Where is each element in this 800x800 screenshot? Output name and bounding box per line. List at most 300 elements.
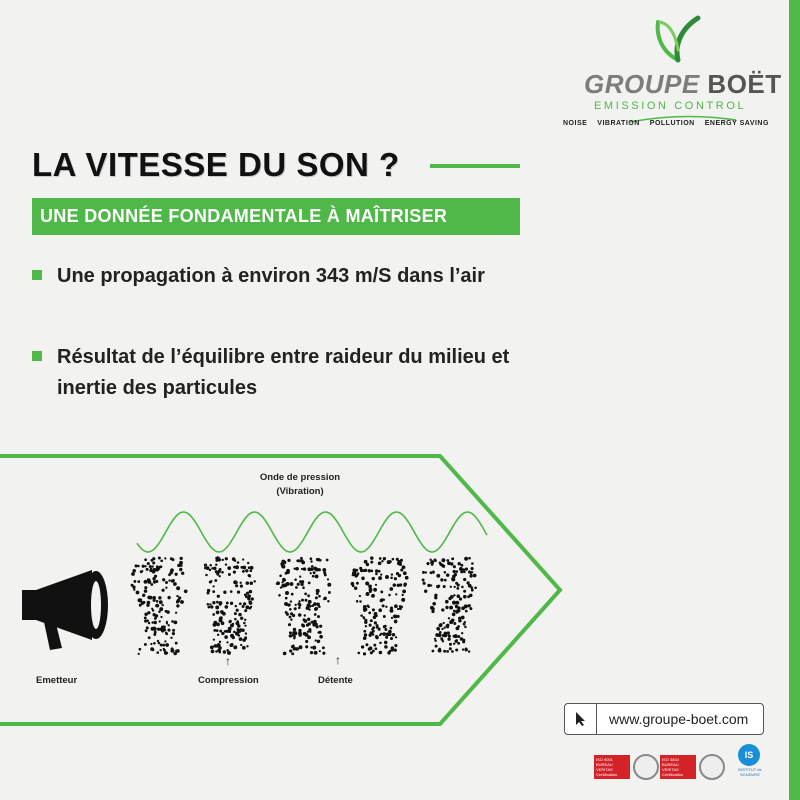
certification-logo: ISO 9001 BUREAU VERITAS Certification xyxy=(594,755,630,779)
particle-dot xyxy=(390,607,393,610)
particle-dot xyxy=(455,605,458,608)
particle-dot xyxy=(165,587,167,589)
website-url[interactable]: www.groupe-boet.com xyxy=(609,711,749,727)
particle-dot xyxy=(443,650,446,653)
particle-dot xyxy=(368,606,370,608)
emitter-label: Emetteur xyxy=(36,675,78,686)
particle-dot xyxy=(301,561,305,565)
bullet-square-icon xyxy=(32,351,42,361)
particle-dot xyxy=(173,652,177,656)
particle-dot xyxy=(150,643,152,645)
particle-dot xyxy=(303,618,306,621)
particle-dot xyxy=(315,596,318,599)
seal-icon xyxy=(633,754,659,780)
particle-dot xyxy=(392,558,395,561)
particle-dot xyxy=(233,645,237,649)
particle-dot xyxy=(226,641,228,643)
particle-dot xyxy=(240,585,243,588)
particle-dot xyxy=(174,573,177,576)
particle-dot xyxy=(311,565,314,568)
particle-dot xyxy=(167,596,170,599)
particle-dot xyxy=(453,643,455,645)
particle-dot xyxy=(444,634,447,637)
particle-dot xyxy=(363,636,367,640)
particle-dot xyxy=(359,567,362,570)
particle-dot xyxy=(165,643,169,647)
particle-dot xyxy=(453,565,456,568)
particle-dot xyxy=(454,586,456,588)
particle-dot xyxy=(307,630,309,632)
particle-dot xyxy=(176,601,178,603)
particle-dot xyxy=(161,629,165,633)
particle-dot xyxy=(422,582,425,585)
particle-dot xyxy=(465,568,468,571)
particle-dot xyxy=(213,638,215,640)
particle-dot xyxy=(471,571,473,573)
particle-dot xyxy=(315,607,319,611)
particle-dot xyxy=(449,643,452,646)
particle-dot xyxy=(245,632,247,634)
particle-dot xyxy=(217,643,221,647)
particle-dot xyxy=(151,565,153,567)
particle-dot xyxy=(209,564,212,567)
particle-dot xyxy=(204,563,207,566)
particle-dot xyxy=(300,557,303,560)
particle-dot xyxy=(290,582,294,586)
particle-dot xyxy=(451,618,455,622)
particle-dot xyxy=(253,580,255,582)
particle-dot xyxy=(159,620,161,622)
particle-dot xyxy=(453,622,456,625)
particle-dot xyxy=(448,617,450,619)
particle-dot xyxy=(295,586,298,589)
particle-dot xyxy=(455,570,458,573)
particle-dot xyxy=(373,644,376,647)
particle-dot xyxy=(459,597,462,600)
particle-dot xyxy=(291,593,294,596)
particle-dot xyxy=(153,578,155,580)
particle-dot xyxy=(218,570,221,573)
particle-dot xyxy=(301,568,303,570)
particle-dot xyxy=(375,573,378,576)
particle-dot xyxy=(365,582,369,586)
particle-dot xyxy=(463,578,466,581)
particle-dot xyxy=(230,643,234,647)
particle-dot xyxy=(289,631,292,634)
particle-dot xyxy=(382,604,385,607)
particle-dot xyxy=(405,576,409,580)
particle-dot xyxy=(432,602,436,606)
particle-dot xyxy=(451,650,454,653)
particle-dot xyxy=(156,600,159,603)
particle-dot xyxy=(310,646,312,648)
particle-dot xyxy=(282,578,286,582)
particle-dot xyxy=(298,600,300,602)
particle-dot xyxy=(160,559,163,562)
particle-dot xyxy=(237,590,240,593)
particle-dot xyxy=(456,627,460,631)
particle-dot xyxy=(372,577,375,580)
particle-dot xyxy=(221,611,223,613)
particle-dot xyxy=(224,635,228,639)
particle-dot xyxy=(319,631,322,634)
wave-label-line2: (Vibration) xyxy=(276,486,324,497)
particle-dot xyxy=(399,583,402,586)
particle-dot xyxy=(371,594,375,598)
particle-dot xyxy=(431,563,434,566)
particle-dot xyxy=(238,631,240,633)
particle-dot xyxy=(436,574,440,578)
particle-dot xyxy=(160,616,162,618)
particle-dot xyxy=(171,579,174,582)
particle-dot xyxy=(301,623,304,626)
particle-dot xyxy=(365,625,367,627)
particle-dot xyxy=(144,558,147,561)
particle-dot xyxy=(390,627,393,630)
particle-dot xyxy=(382,633,384,635)
particle-dot xyxy=(145,629,148,632)
particle-dot xyxy=(217,558,221,562)
particle-dot xyxy=(385,636,388,639)
particle-dot xyxy=(453,635,456,638)
brand-taglines xyxy=(563,120,769,127)
particle-dot xyxy=(313,620,317,624)
certification-logo: ISO 3834 BUREAU VERITAS Certification xyxy=(660,755,696,779)
particle-dot xyxy=(167,629,170,632)
particle-dot xyxy=(158,611,161,614)
particle-dot xyxy=(159,649,161,651)
particle-dot xyxy=(133,589,135,591)
particle-dot xyxy=(156,651,159,654)
particle-dot xyxy=(376,636,379,639)
particle-dot xyxy=(372,626,375,629)
particle-dot xyxy=(242,605,245,608)
particle-dot xyxy=(162,578,165,581)
particle-dot xyxy=(383,625,386,628)
particle-dot xyxy=(158,556,161,559)
particle-dot xyxy=(287,603,290,606)
particle-dot xyxy=(298,606,301,609)
particle-dot xyxy=(152,561,155,564)
particle-dot xyxy=(164,640,166,642)
particle-dot xyxy=(146,619,149,622)
brand-name xyxy=(584,69,782,100)
particle-dot xyxy=(219,641,221,643)
particle-dot xyxy=(232,557,236,561)
particle-dot xyxy=(384,641,388,645)
tagline-energy-saving: ENERGY SAVING xyxy=(704,120,769,127)
particle-dot xyxy=(249,590,253,594)
particle-dot xyxy=(380,590,383,593)
particle-dot xyxy=(369,585,372,588)
particle-dot xyxy=(142,594,145,597)
particle-dot xyxy=(207,606,210,609)
particle-dot xyxy=(372,633,374,635)
particle-dot xyxy=(142,601,145,604)
particle-dot xyxy=(227,651,229,653)
particle-dot xyxy=(453,570,456,573)
particle-dot xyxy=(247,562,249,564)
arrow-up-icon: ↑ xyxy=(335,653,341,667)
particle-dot xyxy=(441,564,444,567)
particle-dot xyxy=(401,598,405,602)
particle-dot xyxy=(469,574,472,577)
particle-dot xyxy=(241,628,245,632)
particle-dot xyxy=(244,609,247,612)
particle-dot xyxy=(284,602,288,606)
particle-dot xyxy=(146,568,149,571)
particle-dot xyxy=(313,571,316,574)
particle-dot xyxy=(403,583,407,587)
particle-dot xyxy=(441,558,445,562)
particle-dot xyxy=(299,645,303,649)
particle-dot xyxy=(237,620,239,622)
particle-dot xyxy=(395,636,397,638)
particle-dot xyxy=(357,652,360,655)
particle-dot xyxy=(457,594,461,598)
particle-dot xyxy=(441,608,444,611)
particle-dot xyxy=(402,594,404,596)
particle-dot xyxy=(429,559,431,561)
seal-icon xyxy=(699,754,725,780)
particle-dot xyxy=(147,562,150,565)
particle-dot xyxy=(289,608,292,611)
particle-dot xyxy=(249,607,252,610)
particle-dot xyxy=(444,627,446,629)
particle-dot xyxy=(230,590,233,593)
particle-dot xyxy=(463,595,467,599)
particle-dot xyxy=(455,648,458,651)
particle-dot xyxy=(434,640,436,642)
particle-dot xyxy=(324,573,327,576)
particle-dot xyxy=(292,614,295,617)
particle-dot xyxy=(163,648,165,650)
particle-dot xyxy=(322,646,325,649)
particle-dot xyxy=(445,600,449,604)
particle-dot xyxy=(149,596,153,600)
particle-dot xyxy=(389,650,392,653)
particle-dot xyxy=(179,568,182,571)
particle-dot xyxy=(170,568,174,572)
particle-dot xyxy=(447,638,450,641)
particle-dot xyxy=(451,557,454,560)
particle-dot xyxy=(230,624,233,627)
particle-dot xyxy=(356,582,359,585)
particle-dot xyxy=(471,589,474,592)
particle-dot xyxy=(455,582,458,585)
particle-dot xyxy=(444,571,447,574)
particle-dot xyxy=(425,571,427,573)
particle-dot xyxy=(441,628,443,630)
particle-dot xyxy=(463,590,466,593)
particle-dot xyxy=(384,628,387,631)
particle-dot xyxy=(219,618,223,622)
particle-dot xyxy=(299,575,301,577)
particle-dot xyxy=(211,650,215,654)
particle-dot xyxy=(381,560,383,562)
particle-dot xyxy=(327,600,329,602)
particle-dot xyxy=(364,633,367,636)
website-link[interactable] xyxy=(564,703,764,735)
particle-dot xyxy=(299,604,302,607)
particle-dot xyxy=(363,609,366,612)
particle-dot xyxy=(314,613,317,616)
particle-dot xyxy=(159,607,163,611)
particle-dot xyxy=(319,635,323,639)
particle-dot xyxy=(464,626,467,629)
particle-dot xyxy=(453,594,455,596)
particle-dot xyxy=(234,612,237,615)
particle-dot xyxy=(363,605,367,609)
particle-dot xyxy=(369,588,373,592)
particle-dot xyxy=(301,599,304,602)
particle-dot xyxy=(440,578,443,581)
particle-dot xyxy=(214,644,217,647)
particle-dot xyxy=(179,561,183,565)
particle-dot xyxy=(276,583,279,586)
institut-soudure-badge xyxy=(730,744,770,788)
particle-dot xyxy=(217,595,220,598)
particle-dot xyxy=(374,621,377,624)
particle-dot xyxy=(319,559,322,562)
particle-dot xyxy=(383,615,386,618)
particle-dot xyxy=(289,649,292,652)
particle-dot xyxy=(153,642,156,645)
particle-dot xyxy=(244,636,247,639)
particle-dot xyxy=(310,560,312,562)
particle-dot xyxy=(281,581,283,583)
particle-dot xyxy=(156,604,159,607)
particle-dot xyxy=(165,581,168,584)
particle-dot xyxy=(323,598,325,600)
particle-dot xyxy=(295,567,298,570)
particle-dot xyxy=(316,603,319,606)
particle-dot xyxy=(216,601,219,604)
particle-dot xyxy=(461,616,465,620)
particle-dot xyxy=(291,652,294,655)
particle-dot xyxy=(221,632,224,635)
particle-dot xyxy=(153,613,156,616)
particle-dot xyxy=(283,652,287,656)
particle-dot xyxy=(174,621,178,625)
particle-dot xyxy=(316,592,319,595)
particle-dot xyxy=(235,565,239,569)
particle-dot xyxy=(372,650,375,653)
particle-dot xyxy=(462,640,465,643)
particle-dot xyxy=(463,623,466,626)
particle-dot xyxy=(225,563,227,565)
particle-dot xyxy=(293,628,296,631)
particle-dot xyxy=(457,635,460,638)
particle-dot xyxy=(436,585,439,588)
particle-dot xyxy=(289,616,292,619)
particle-dot xyxy=(394,644,397,647)
arrow-up-icon: ↑ xyxy=(225,654,231,668)
particle-dot xyxy=(133,580,136,583)
particle-dot xyxy=(293,637,296,640)
particle-dot xyxy=(384,645,388,649)
particle-dot xyxy=(219,630,222,633)
particle-dot xyxy=(243,602,246,605)
particle-dot xyxy=(297,559,300,562)
particle-dot xyxy=(138,653,140,655)
particle-dot xyxy=(282,565,286,569)
particle-dot xyxy=(213,567,217,571)
particle-dot xyxy=(452,613,456,617)
particle-dot xyxy=(219,604,221,606)
particle-dot xyxy=(385,575,389,579)
particle-dot xyxy=(221,571,224,574)
particle-dot xyxy=(162,604,164,606)
particle-dot xyxy=(144,586,147,589)
particle-dot xyxy=(328,591,331,594)
particle-dot xyxy=(356,600,359,603)
particle-dot xyxy=(317,640,320,643)
particle-dot xyxy=(206,566,210,570)
particle-dot xyxy=(184,589,188,593)
particle-dot xyxy=(176,604,179,607)
particle-dot xyxy=(300,582,303,585)
bullet-item xyxy=(32,261,512,292)
particle-dot xyxy=(370,556,373,559)
particle-dot xyxy=(251,597,254,600)
particle-dot xyxy=(225,557,228,560)
particle-dot xyxy=(436,627,440,631)
particle-dot xyxy=(156,565,159,568)
particle-dot xyxy=(460,637,464,641)
particle-dot xyxy=(175,650,178,653)
particle-dot xyxy=(176,595,178,597)
particle-dot xyxy=(307,594,310,597)
megaphone-icon xyxy=(22,570,108,650)
particle-dot xyxy=(462,648,464,650)
particle-dot xyxy=(307,635,311,639)
particle-dot xyxy=(399,607,402,610)
particle-dot xyxy=(239,637,243,641)
particle-dot xyxy=(212,585,214,587)
particle-dot xyxy=(153,621,157,625)
particle-dot xyxy=(180,564,183,567)
particle-dot xyxy=(465,610,468,613)
particle-dot xyxy=(392,633,396,637)
particle-dot xyxy=(379,557,382,560)
particle-dot xyxy=(361,645,364,648)
particle-dot xyxy=(213,623,217,627)
particle-dot xyxy=(450,595,454,599)
particle-dot xyxy=(172,632,175,635)
brand-subtitle: EMISSION CONTROL xyxy=(594,100,747,112)
particle-dot xyxy=(376,624,379,627)
particle-dot xyxy=(249,602,252,605)
particle-dot xyxy=(464,557,468,561)
particle-dot xyxy=(131,584,134,587)
particle-dot xyxy=(393,583,397,587)
particle-dot xyxy=(144,565,146,567)
particle-dot xyxy=(438,633,442,637)
particle-dot xyxy=(131,572,135,576)
cursor-icon xyxy=(565,704,597,734)
particle-dot xyxy=(467,595,470,598)
particle-dot xyxy=(373,615,377,619)
particle-dot xyxy=(153,633,156,636)
particle-dot xyxy=(154,617,157,620)
particle-dot xyxy=(378,562,381,565)
particle-dot xyxy=(456,587,459,590)
particle-dot xyxy=(278,594,281,597)
particle-dot xyxy=(370,561,373,564)
particle-dot xyxy=(168,624,170,626)
particle-dot xyxy=(455,610,458,613)
